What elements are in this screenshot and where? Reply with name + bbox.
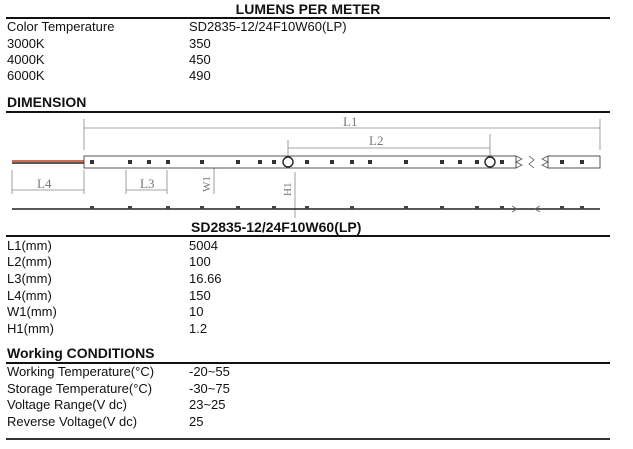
working-row — [7, 414, 607, 429]
dimension-row-value: 150 — [189, 288, 211, 303]
dim-label-l3: L3 — [140, 176, 155, 191]
dimension-row-value: 16.66 — [189, 271, 222, 286]
working-row — [7, 364, 607, 379]
lumens-header-row — [7, 19, 607, 34]
dimension-title: DIMENSION — [7, 94, 87, 110]
working-row-key: Reverse Voltage(V dc) — [7, 414, 138, 429]
dimension-row-key: W1(mm) — [7, 304, 57, 319]
working-row-value: -20~55 — [189, 364, 230, 379]
lumens-row-value: 490 — [189, 68, 211, 83]
lumens-row-key: 4000K — [7, 52, 45, 67]
dimension-row-key: L1(mm) — [7, 238, 52, 253]
lumens-row — [7, 52, 607, 67]
dimension-row-value: 10 — [189, 304, 204, 319]
lumens-header-value: SD2835-12/24F10W60(LP) — [189, 19, 347, 34]
working-row-key: Working Temperature(°C) — [7, 364, 155, 379]
lumens-row-key: 6000K — [7, 68, 45, 83]
dimension-row-key: H1(mm) — [7, 321, 54, 336]
dim-label-h1: H1 — [282, 182, 294, 196]
dimension-row — [7, 254, 607, 269]
lumens-row — [7, 68, 607, 83]
dimension-model-rule — [6, 235, 610, 237]
dimension-row — [7, 321, 607, 336]
dimension-row-value: 100 — [189, 254, 211, 269]
working-row-value: 23~25 — [189, 397, 226, 412]
dim-label-w1: W1 — [201, 176, 213, 192]
dimension-row — [7, 238, 607, 253]
led-strip-drawing — [0, 112, 633, 218]
bottom-rule — [6, 438, 610, 440]
dimension-row — [7, 288, 607, 303]
working-row — [7, 381, 607, 396]
dimension-row — [7, 271, 607, 286]
dimension-row-key: L4(mm) — [7, 288, 52, 303]
dimension-row-key: L2(mm) — [7, 254, 52, 269]
working-row-value: -30~75 — [189, 381, 230, 396]
dimension-model: SD2835-12/24F10W60(LP) — [191, 219, 362, 235]
dimension-row — [7, 304, 607, 319]
dimension-row-value: 5004 — [189, 238, 218, 253]
lumens-title: LUMENS PER METER — [235, 1, 381, 17]
dim-label-l2: L2 — [369, 133, 384, 148]
working-row-key: Voltage Range(V dc) — [7, 397, 127, 412]
dim-label-l4: L4 — [37, 176, 52, 191]
lumens-header-key: Color Temperature — [7, 19, 115, 34]
dimension-row-value: 1.2 — [189, 321, 208, 336]
lumens-row — [7, 36, 607, 51]
lumens-row-value: 350 — [189, 36, 211, 51]
dim-label-l1: L1 — [343, 114, 358, 129]
working-row-key: Storage Temperature(°C) — [7, 381, 153, 396]
working-row — [7, 397, 607, 412]
dimension-row-key: L3(mm) — [7, 271, 52, 286]
lumens-row-key: 3000K — [7, 36, 45, 51]
lumens-row-value: 450 — [189, 52, 211, 67]
working-title: Working CONDITIONS — [7, 345, 155, 361]
working-row-value: 25 — [189, 414, 204, 429]
